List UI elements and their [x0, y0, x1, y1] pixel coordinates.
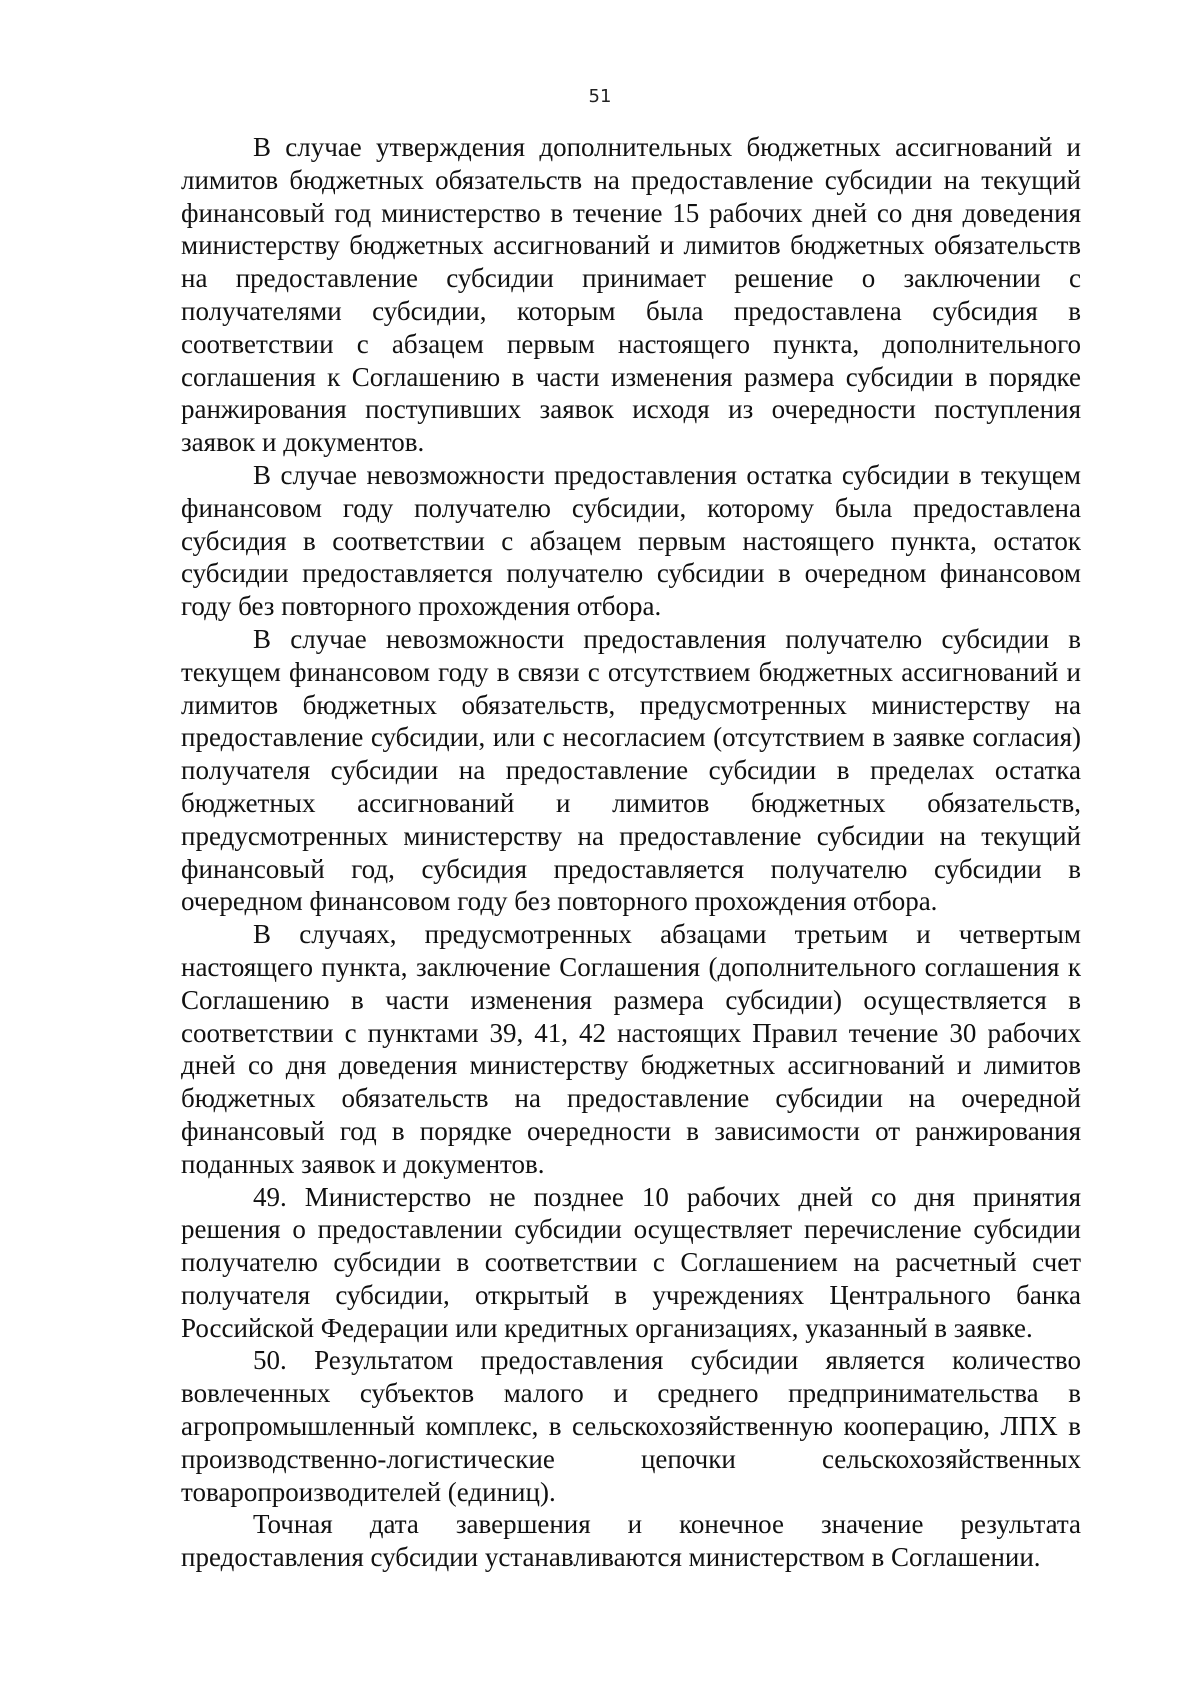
- paragraph-item-49: 49. Министерство не позднее 10 рабочих дней со дня принятия решения о предоставлении субсидии осуществляет перечисление субсидии получателю субсидии в соответствии с Соглашением на расчетный счет получателя субсидии, открытый в учреждениях Центрального банка Российской Федерации или кредитных организациях, указанный в заявке.: [181, 1181, 1081, 1343]
- paragraph-impossibility-of-provision: В случае невозможности предоставления получателю субсидии в текущем финансовом году в связи с отсутствием бюджетных ассигнований и лимитов бюджетных обязательств, предусмотренных министерству на предоставление субсидии, или с несогласием (отсутствием в заявке согласия) получателя субсидии на предоставление субсидии в пределах остатка бюджетных ассигнований и лимитов бюджетных обязательств, предусмотренных министерству на предоставление субсидии на текущий финансовый год, субсидия предоставляется получателю субсидии в очередном финансовом году без повторного прохождения отбора.: [181, 623, 1081, 917]
- paragraph-agreement-conclusion: В случаях, предусмотренных абзацами третьим и четвертым настоящего пункта, заключение Соглашения (дополнительного соглашения к Соглашению в части изменения размера субсидии) осуществляется в соответствии с пунктами 39, 41, 42 настоящих Правил течение 30 рабочих дней со дня доведения министерству бюджетных ассигнований и лимитов бюджетных обязательств на предоставление субсидии на очередной финансовый год в порядке очередности в зависимости от ранжирования поданных заявок и документов.: [181, 919, 1081, 1179]
- page-number: 51: [588, 86, 612, 107]
- paragraph-result-date: Точная дата завершения и конечное значение результата предоставления субсидии устанавливаются министерством в Соглашении.: [181, 1509, 1081, 1573]
- paragraph-item-50: 50. Результатом предоставления субсидии является количество вовлеченных субъектов малого и среднего предпринимательства в агропромышленный комплекс, в сельскохозяйственную кооперацию, ЛПХ в производственно-логистические цепочки сельскохозяйственных товаропроизводителей (единиц).: [181, 1345, 1081, 1507]
- document-body: [181, 131, 1081, 1574]
- paragraph-additional-allocations: В случае утверждения дополнительных бюджетных ассигнований и лимитов бюджетных обязательств на предоставление субсидии на текущий финансовый год министерство в течение 15 рабочих дней со дня доведения министерству бюджетных ассигнований и лимитов бюджетных обязательств на предоставление субсидии принимает решение о заключении с получателями субсидии, которым была предоставлена субсидия в соответствии с абзацем первым настоящего пункта, дополнительного соглашения к Соглашению в части изменения размера субсидии в порядке ранжирования поступивших заявок исходя из очередности поступления заявок и документов.: [181, 132, 1081, 458]
- paragraph-remaining-subsidy: В случае невозможности предоставления остатка субсидии в текущем финансовом году получателю субсидии, которому была предоставлена субсидия в соответствии с абзацем первым настоящего пункта, остаток субсидии предоставляется получателю субсидии в очередном финансовом году без повторного прохождения отбора.: [181, 459, 1081, 622]
